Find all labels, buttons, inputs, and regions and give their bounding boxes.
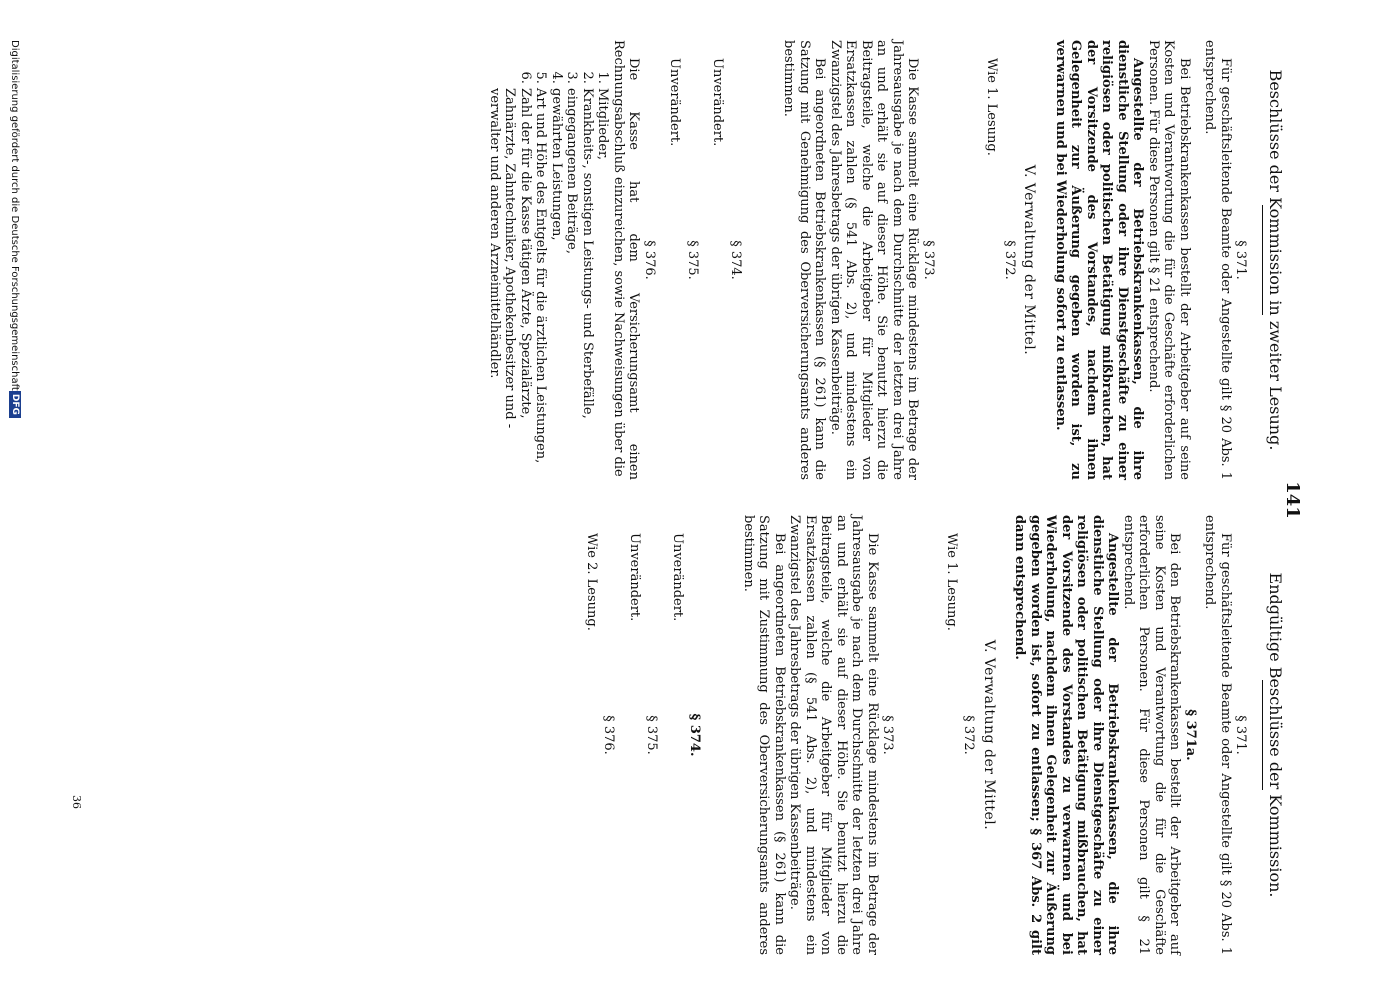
section-number: § 375.	[644, 715, 660, 755]
list-item: 3. eingegangenen Beiträge,	[564, 88, 580, 480]
spacer	[707, 515, 741, 955]
page-number: 141	[1282, 481, 1303, 519]
section-number: § 373.	[921, 240, 936, 280]
paragraph: Die Kasse sammelt eine Rücklage mindestens im Betrage der Jahresausgabe je nach dem Durchschnitte der letzten drei Jahre an und erhält sie auf dieser Höhe. Sie benutzt hierzu die Beitragsteile, welche die Arbeitgeber für Mitglieder von Ersatzkassen zahlen (§ 541 Abs. 2), und mindestens ein Zwanzigstel des Jahresbetrags der übrigen Kassenbeiträge.	[828, 40, 921, 480]
section-title: V. Verwaltung der Mittel.	[1021, 164, 1038, 356]
paragraph: Die Kasse sammelt eine Rücklage mindestens im Betrage der Jahresausgabe je nach dem Durchschnitte der letzten drei Jahre an und erhält sie auf dieser Höhe. Sie benutzt hierzu die Beitragsteile, welche die Arbeitgeber für Mitglieder von Ersatzkassen zahlen (§ 541 Abs. 2), und mindestens ein Zwanzigstel des Jahresbetrags der übrigen Kassenbeiträge.	[787, 515, 880, 955]
paragraph: Bei angeordneten Betriebskrankenkassen (§ 261) kann die Satzung mit Genehmigung des Oberversicherungsamts anderes bestimmen.	[781, 40, 828, 480]
list-item: 2. Krankheits-, sonstigen Leistungs- und Sterbefälle,	[580, 88, 596, 480]
paragraph: Bei angeordneten Betriebskrankenkassen (§ 261) kann die Satzung mit Zustimmung des Oberversicherungsamts anderes bestimmen.	[741, 515, 787, 955]
paragraph: Wie 1. Lesung.	[944, 533, 959, 631]
paragraph: Bei Betriebskrankenkassen bestellt der Arbeitgeber auf seine Kosten und Verantwortung die für die Geschäfte erforderlichen Personen. Für diese Personen gilt § 21 entsprechend.	[1146, 40, 1192, 480]
spacer	[900, 515, 934, 955]
list-item: 4. gewährten Leistungen,	[549, 88, 565, 480]
column-second-reading	[487, 40, 1284, 480]
section-number: § 376.	[642, 240, 657, 280]
list-item: 6. Zahl der für die Kasse tätigen Ärzte, Spezialärzte, Zahnärzte, Zahntechniker, Apothekenbesitzer und -verwalter und anderen Arzneimittelhändler.	[487, 88, 534, 480]
heading-rule	[1263, 680, 1264, 790]
paragraph: Für geschäftsleitende Beamte oder Angestellte gilt § 20 Abs. 1 entsprechend.	[1202, 40, 1233, 480]
section-number: § 372.	[1002, 240, 1017, 280]
list-item: 1. Mitglieder,	[595, 88, 611, 480]
spacer	[1192, 40, 1202, 480]
paragraph: Unverändert.	[670, 533, 685, 622]
section-number: § 371a.	[1183, 709, 1198, 761]
paragraph: Angestellte der Betriebskrankenkassen, die ihre dienstliche Stellung oder ihre Dienstgeschäfte zu einer religiösen oder politischen Betätigung mißbrauchen, hat der Vorsitzende des Vorstandes, nachdem ihnen Gelegenheit zur Äußerung gegeben worden ist, zu verwarnen und bei Wiederholung sofort zu entlassen.	[1053, 40, 1146, 480]
section-number: § 375.	[685, 240, 700, 280]
section-title: V. Verwaltung der Mittel.	[981, 639, 997, 831]
footer-text: Digitalisierung gefördert durch die Deutsche Forschungsgemeinschaft	[9, 40, 21, 391]
section-number: § 372.	[961, 715, 977, 755]
section-number: § 373.	[880, 715, 896, 755]
paragraph: Unverändert.	[627, 533, 642, 622]
section-number: § 371.	[1233, 240, 1249, 280]
bottom-page-number: 36	[70, 795, 83, 809]
section-number: § 374.	[728, 240, 743, 280]
paragraph: Angestellte der Betriebskrankenkassen, die ihre dienstliche Stellung oder ihre Dienstgeschäfte zu einer religiösen oder politischen Betätigung mißbrauchen, hat der Vorsitzende des Vorstandes zu verwarnen und bei Wiederholung, nachdem ihnen Gelegenheit zur Äußerung gegeben worden ist, sofort zu entlassen; § 367 Abs. 2 gilt dann entsprechend.	[1012, 515, 1121, 955]
paragraph: Unverändert.	[667, 58, 683, 147]
dfg-logo: DFG	[9, 391, 21, 418]
paragraph: Die Kasse hat dem Versicherungsamt einen Rechnungsabschluß einzureichen, sowie Nachweisungen über die	[611, 40, 642, 480]
paragraph: Wie 1. Lesung.	[984, 58, 1000, 156]
paragraph: Unverändert.	[710, 58, 726, 147]
spacer	[940, 40, 974, 480]
section-number: § 371.	[1233, 715, 1249, 755]
paragraph: Wie 2. Lesung.	[584, 533, 599, 631]
column-heading: Endgültige Beschlüsse der Kommission.	[1266, 572, 1285, 898]
spacer	[747, 40, 781, 480]
heading-rule	[1263, 205, 1264, 315]
list-item: 5. Art und Höhe des Entgelts für die ärztlichen Leistungen,	[533, 88, 549, 480]
numbered-list	[487, 40, 611, 480]
paragraph: Bei den Betriebskrankenkassen bestellt der Arbeitgeber auf seine Kosten und Verantwortung die für die Geschäfte erforderlichen Personen. Für diese Personen gilt § 21 entsprechend.	[1121, 515, 1183, 955]
section-number: § 374.	[687, 713, 703, 757]
section-number: § 376.	[601, 715, 617, 755]
digitization-footer	[9, 40, 21, 960]
column-final-decisions	[574, 515, 1284, 955]
column-heading: Beschlüsse der Kommission in zweiter Lesung.	[1266, 69, 1285, 451]
paragraph: Für geschäftsleitende Beamte oder Angestellte gilt § 20 Abs. 1 entsprechend.	[1202, 515, 1233, 955]
